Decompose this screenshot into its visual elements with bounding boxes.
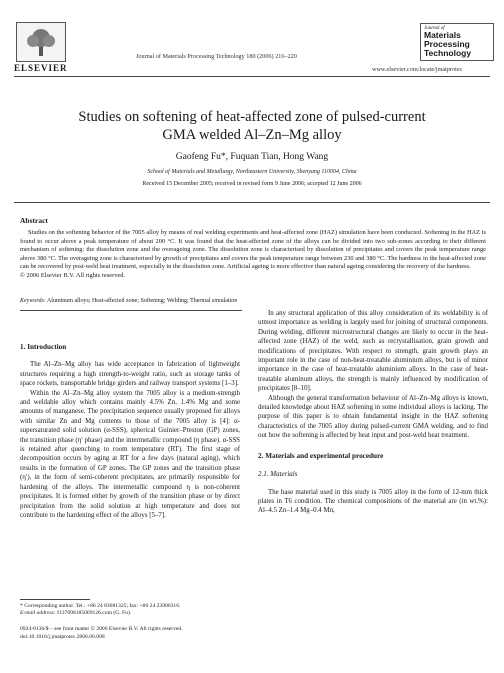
keywords-rule	[20, 310, 242, 311]
journal-logo-line3: Technology	[424, 48, 472, 59]
abstract-body	[20, 229, 486, 280]
intro-paragraph-2: Within the Al–Zn–Mg alloy system the 7005 alloy is a medium-strength and weldable alloy which contains mainly 4.5% Zn, 1.4% Mg and some amounts of manganese. The precipitation sequence usually proposed for alloys with similar Zn and Mg contents to those of the 7005 alloy is [4]: α-supersaturated solid solution (α-SSS), spherical Guinier–Preston (GP) zones, the transition phase (η′ phase) and the intermetallic compound (η phase). α-SSS is retained after quenching to room temperature (RT). The first stage of decomposition occurs by aging at RT for a few days (natural aging), which results in the formation of GP zones. The GP zones and the transition phase (η′), in the form of semi-coherent precipitates, are primarily responsible for hardening of the alloys. The intermetallic compound η is non-coherent precipitates. It is formed either by growth of the transition phase or by direct precipitation from the solid solution at high temperature and does not contribute to the hardening effect of the alloys [5–7].	[20, 389, 240, 519]
affiliation: School of Materials and Metallurgy, Northeastern University, Shenyang 110004, China	[147, 169, 357, 175]
section-2-1-paragraph: The base material used in this study is 7005 alloy in the form of 12-mm thick plates in T6 condition. The chemical compositions of the material are (in wt.%): Al–4.5 Zn–1.4 Mg–0.4 Mn,	[258, 488, 488, 515]
received-dates: Received 15 December 2005; received in revised form 9 June 2006; accepted 12 June 2006	[142, 181, 362, 187]
section-2-heading: 2. Materials and experimental procedure	[258, 451, 384, 460]
keywords-label: Keywords:	[20, 298, 46, 304]
keywords	[20, 298, 237, 304]
abstract-top-rule	[14, 202, 490, 203]
issn-line: 0924-0136/$ – see front matter © 2006 Elsevier B.V. All rights reserved.	[20, 626, 183, 632]
footnote-rule	[20, 599, 90, 600]
left-column	[20, 343, 240, 520]
footnote	[20, 603, 240, 617]
email-label: E-mail address:	[20, 610, 56, 616]
elsevier-logo	[16, 22, 66, 62]
title-line-2: GMA welded Al–Zn–Mg alloy	[162, 127, 342, 143]
journal-logo-line1: Materials	[424, 30, 461, 41]
corresponding-author: * Corresponding author. Tel.: +86 24 83681325; fax: +86 24 23906316.	[20, 603, 181, 609]
journal-url[interactable]: www.elsevier.com/locate/jmatprotec	[372, 66, 463, 73]
journal-logo-small: Journal of	[424, 26, 445, 31]
right-column	[258, 309, 488, 516]
publisher-name: ELSEVIER	[14, 63, 68, 73]
title-line-1: Studies on softening of heat-affected zone of pulsed-current	[78, 109, 426, 125]
right-paragraph-2: Although the general transformation behaviour of Al–Zn–Mg alloys is known, detailed knowledge about HAZ softening in some individual alloys is lacking. The purpose of this paper is to obtain fundamental insight in the HAZ softening characteristics of the 7005 alloy during pulsed-current GMA welding, and to find out how the softening is affected by heat input and post-weld heat treatment.	[258, 394, 488, 440]
doi-line[interactable]: doi:10.1016/j.jmatprotec.2006.06.008	[20, 633, 105, 640]
journal-logo	[420, 23, 494, 61]
issn-block	[20, 626, 250, 641]
intro-heading: 1. Introduction	[20, 343, 67, 351]
author-list[interactable]: Gaofeng Fu*, Fuquan Tian, Hong Wang	[175, 152, 329, 162]
abstract-heading: Abstract	[20, 216, 48, 225]
intro-paragraph-1: The Al–Zn–Mg alloy has wide acceptance in fabrication of lightweight structures requiring a high strength-to-weight ratio, such as storage tanks of space rockets, transportable bridge girders and railway transport systems [1–3].	[20, 361, 240, 388]
article-title	[0, 108, 504, 144]
abstract-copyright: © 2006 Elsevier B.V. All rights reserved.	[20, 271, 126, 279]
abstract-text: Studies on the softening behavior of the 7005 alloy by means of real welding experiments and heat-affected zone (HAZ) simulation have been conducted. Softening in the HAZ is found to occur above a peak temperature of about 200 °C. It was found that the heat-affected zone of the alloys can be divided into two sub-zones according to their different mechanism of softening: the dissolution zone and the overageing zone. The dissolution zone is characterised by dissolution of precipitates and covers the peak temperature range above 380 °C. The overageing zone is characterised by growth of precipitates and covers the peak temperature range between 230 and 380 °C. The hardness in the heat-affected zone can be recovered by post-weld heat treatment, especially in the dissolution zone. Artificial ageing is more effective than natural ageing considering the recovery of the hardness.	[20, 229, 486, 270]
right-paragraph-1: In any structural application of this alloy consideration of its weldability is of utmost importance as welding is largely used for joining of structural components. During welding, different microstructural changes are likely to occur in the heat-affected zone (HAZ) of the weld, such as recrystallisation, grain growth and modifications of precipitates. With respect to strength, grain growth plays an important role in the case of non-heat-treatable aluminium alloys, but is of minor importance in the case of heat-treatable aluminium alloys. In the case of heat-treatable aluminum alloys, the strength is mainly influenced by modification of precipitates [8–10].	[258, 310, 488, 393]
email-address[interactable]: f137098185069126.com (G. Fu).	[57, 610, 132, 616]
section-2-1-heading: 2.1. Materials	[258, 470, 298, 479]
email-line	[20, 610, 240, 617]
keywords-list: Aluminum alloys; Heat-affected zone; Softening; Welding; Thermal simulation	[46, 298, 238, 304]
journal-citation[interactable]: Journal of Materials Processing Technology 180 (2006) 216–220	[136, 53, 297, 60]
tree-icon	[21, 26, 61, 58]
journal-logo-line2: Processing	[424, 39, 470, 50]
header-rule	[14, 76, 490, 77]
